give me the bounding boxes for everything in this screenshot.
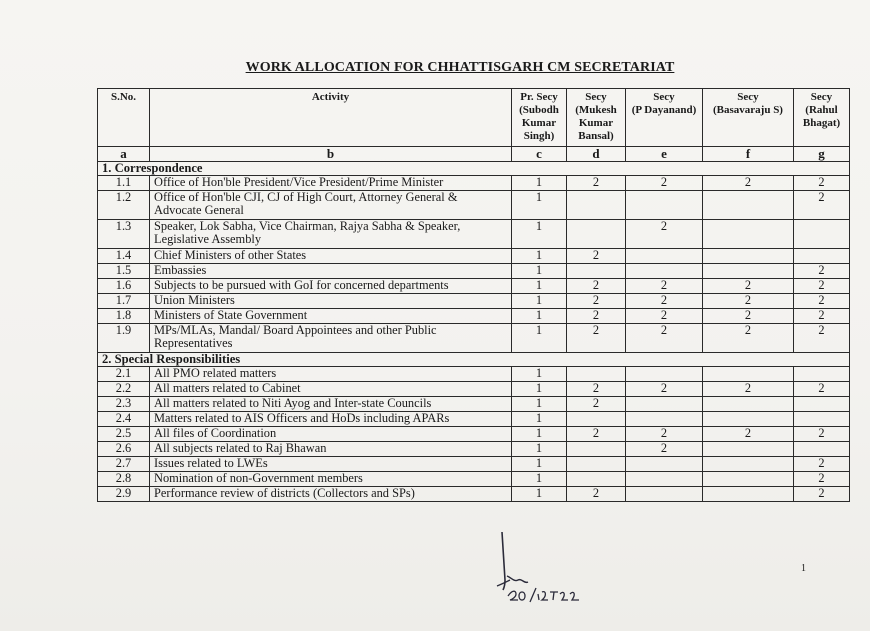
row-value-d: 2 (567, 324, 626, 353)
header-d-line: (Mukesh (575, 104, 617, 116)
row-value-e (626, 191, 703, 220)
header-sno: S.No. (98, 89, 150, 147)
row-value-g: 2 (794, 457, 850, 472)
row-value-d (567, 442, 626, 457)
row-value-f (703, 220, 794, 249)
row-value-e: 2 (626, 382, 703, 397)
table-row (98, 176, 850, 191)
row-value-e (626, 487, 703, 502)
row-value-g: 2 (794, 382, 850, 397)
table-row (98, 249, 850, 264)
row-value-d (567, 220, 626, 249)
row-value-d: 2 (567, 279, 626, 294)
row-sno: 2.9 (98, 487, 150, 502)
document-title: WORK ALLOCATION FOR CHHATTISGARH CM SECRETARIAT (245, 60, 675, 75)
row-value-e (626, 412, 703, 427)
table-row (98, 442, 850, 457)
page-number: 1 (801, 563, 806, 574)
row-value-g (794, 220, 850, 249)
row-sno: 1.2 (98, 191, 150, 220)
header-d-line: Secy (585, 91, 607, 103)
table-row (98, 191, 850, 220)
row-value-d (567, 457, 626, 472)
section-header-row (98, 162, 850, 176)
header-e-line: (P Dayanand) (631, 104, 697, 116)
header-activity: Activity (150, 89, 512, 147)
row-value-f (703, 249, 794, 264)
header-d-line: Bansal) (578, 130, 614, 142)
header-d-line: Kumar (578, 117, 614, 129)
table-row (98, 382, 850, 397)
header-f-line: (Basavaraju S) (713, 104, 783, 116)
row-value-g: 2 (794, 427, 850, 442)
row-sno: 1.4 (98, 249, 150, 264)
header-g (794, 89, 850, 147)
row-activity: All matters related to Cabinet (150, 382, 512, 397)
row-value-g: 2 (794, 487, 850, 502)
work-allocation-table (97, 88, 850, 502)
row-value-g (794, 249, 850, 264)
row-value-f: 2 (703, 382, 794, 397)
row-activity: Union Ministers (150, 294, 512, 309)
row-value-e (626, 457, 703, 472)
row-activity: All PMO related matters (150, 367, 512, 382)
row-value-g: 2 (794, 279, 850, 294)
table-row (98, 279, 850, 294)
row-value-d (567, 191, 626, 220)
header-g-line: (Rahul (805, 104, 838, 116)
row-sno: 1.1 (98, 176, 150, 191)
row-value-d: 2 (567, 294, 626, 309)
row-value-d: 2 (567, 382, 626, 397)
row-value-c: 1 (512, 264, 567, 279)
row-value-c: 1 (512, 176, 567, 191)
column-letter-row (98, 147, 850, 162)
table-row (98, 367, 850, 382)
row-value-c: 1 (512, 442, 567, 457)
header-f (703, 89, 794, 147)
row-value-f (703, 191, 794, 220)
header-c-line: Pr. Secy (520, 91, 558, 103)
row-value-c: 1 (512, 367, 567, 382)
section-header-row (98, 353, 850, 367)
row-value-g: 2 (794, 176, 850, 191)
row-value-c: 1 (512, 294, 567, 309)
row-value-d (567, 472, 626, 487)
row-value-g: 2 (794, 472, 850, 487)
row-sno: 2.2 (98, 382, 150, 397)
row-activity: Office of Hon'ble CJI, CJ of High Court, Attorney General & Advocate General (150, 191, 512, 220)
row-activity: Performance review of districts (Collectors and SPs) (150, 487, 512, 502)
handwritten-signature (494, 530, 584, 605)
row-sno: 1.7 (98, 294, 150, 309)
row-value-g: 2 (794, 191, 850, 220)
row-activity: Ministers of State Government (150, 309, 512, 324)
column-letter: b (150, 147, 512, 162)
table-body (98, 162, 850, 502)
row-value-f: 2 (703, 324, 794, 353)
row-activity: Nomination of non-Government members (150, 472, 512, 487)
row-value-e (626, 472, 703, 487)
row-value-g: 2 (794, 264, 850, 279)
row-sno: 2.8 (98, 472, 150, 487)
row-value-d: 2 (567, 309, 626, 324)
row-value-e: 2 (626, 309, 703, 324)
row-value-c: 1 (512, 279, 567, 294)
row-value-d: 2 (567, 397, 626, 412)
row-activity: All matters related to Niti Ayog and Inter-state Councils (150, 397, 512, 412)
table-header (98, 89, 850, 162)
row-activity: Chief Ministers of other States (150, 249, 512, 264)
row-value-d (567, 412, 626, 427)
row-value-d: 2 (567, 487, 626, 502)
row-value-f (703, 442, 794, 457)
row-value-g (794, 442, 850, 457)
column-letter: g (794, 147, 850, 162)
row-value-e (626, 264, 703, 279)
row-value-g (794, 367, 850, 382)
row-value-g: 2 (794, 294, 850, 309)
row-value-f (703, 367, 794, 382)
row-value-d (567, 367, 626, 382)
row-value-d (567, 264, 626, 279)
row-sno: 2.6 (98, 442, 150, 457)
row-value-c: 1 (512, 427, 567, 442)
row-value-f: 2 (703, 427, 794, 442)
row-value-d: 2 (567, 427, 626, 442)
row-value-c: 1 (512, 457, 567, 472)
header-e-line: Secy (653, 91, 675, 103)
row-sno: 1.3 (98, 220, 150, 249)
row-value-f: 2 (703, 309, 794, 324)
table-row (98, 220, 850, 249)
row-value-f (703, 457, 794, 472)
row-activity: Issues related to LWEs (150, 457, 512, 472)
table-row (98, 412, 850, 427)
row-sno: 1.9 (98, 324, 150, 353)
row-sno: 2.4 (98, 412, 150, 427)
row-activity: Matters related to AIS Officers and HoDs including APARs (150, 412, 512, 427)
row-value-g (794, 397, 850, 412)
table-row (98, 487, 850, 502)
header-d (567, 89, 626, 147)
row-value-e: 2 (626, 442, 703, 457)
row-value-c: 1 (512, 249, 567, 264)
row-value-d: 2 (567, 176, 626, 191)
row-value-e (626, 367, 703, 382)
row-value-e: 2 (626, 294, 703, 309)
column-letter: d (567, 147, 626, 162)
row-sno: 2.3 (98, 397, 150, 412)
row-value-f (703, 264, 794, 279)
row-value-e: 2 (626, 176, 703, 191)
table-row (98, 457, 850, 472)
row-sno: 2.1 (98, 367, 150, 382)
row-value-f (703, 472, 794, 487)
row-activity: Subjects to be pursued with GoI for concerned departments (150, 279, 512, 294)
row-value-c: 1 (512, 487, 567, 502)
header-g-line: Secy (810, 91, 833, 103)
row-activity: Office of Hon'ble President/Vice President/Prime Minister (150, 176, 512, 191)
row-value-f (703, 412, 794, 427)
section-title: 2. Special Responsibilities (98, 353, 850, 367)
header-g-line: Bhagat) (802, 117, 841, 129)
row-value-f: 2 (703, 176, 794, 191)
column-letter: c (512, 147, 567, 162)
row-activity: Embassies (150, 264, 512, 279)
header-f-line: Secy (737, 91, 759, 103)
row-value-f (703, 487, 794, 502)
header-c (512, 89, 567, 147)
row-value-f: 2 (703, 294, 794, 309)
row-value-g: 2 (794, 309, 850, 324)
row-sno: 1.5 (98, 264, 150, 279)
table-row (98, 397, 850, 412)
row-value-c: 1 (512, 472, 567, 487)
row-value-e (626, 397, 703, 412)
header-c-line: Singh) (523, 130, 555, 142)
row-activity: All files of Coordination (150, 427, 512, 442)
row-activity: MPs/MLAs, Mandal/ Board Appointees and other Public Representatives (150, 324, 512, 353)
row-sno: 1.6 (98, 279, 150, 294)
column-letter: a (98, 147, 150, 162)
header-c-line: Kumar (521, 117, 557, 129)
row-value-c: 1 (512, 324, 567, 353)
row-value-f (703, 397, 794, 412)
row-value-e: 2 (626, 324, 703, 353)
table-row (98, 472, 850, 487)
row-activity: All subjects related to Raj Bhawan (150, 442, 512, 457)
header-e (626, 89, 703, 147)
row-value-c: 1 (512, 412, 567, 427)
column-letter: f (703, 147, 794, 162)
row-value-c: 1 (512, 382, 567, 397)
table-row (98, 294, 850, 309)
column-letter: e (626, 147, 703, 162)
table-row (98, 427, 850, 442)
row-value-c: 1 (512, 397, 567, 412)
section-title: 1. Correspondence (98, 162, 850, 176)
row-value-c: 1 (512, 220, 567, 249)
row-value-f: 2 (703, 279, 794, 294)
row-activity: Speaker, Lok Sabha, Vice Chairman, Rajya Sabha & Speaker, Legislative Assembly (150, 220, 512, 249)
row-value-g: 2 (794, 324, 850, 353)
row-sno: 2.7 (98, 457, 150, 472)
table-row (98, 264, 850, 279)
row-value-e: 2 (626, 279, 703, 294)
row-sno: 1.8 (98, 309, 150, 324)
table-row (98, 324, 850, 353)
row-value-c: 1 (512, 309, 567, 324)
row-value-d: 2 (567, 249, 626, 264)
row-value-e: 2 (626, 427, 703, 442)
table-row (98, 309, 850, 324)
row-sno: 2.5 (98, 427, 150, 442)
row-value-c: 1 (512, 191, 567, 220)
header-c-line: (Subodh (519, 104, 559, 116)
row-value-e: 2 (626, 220, 703, 249)
row-value-g (794, 412, 850, 427)
row-value-e (626, 249, 703, 264)
